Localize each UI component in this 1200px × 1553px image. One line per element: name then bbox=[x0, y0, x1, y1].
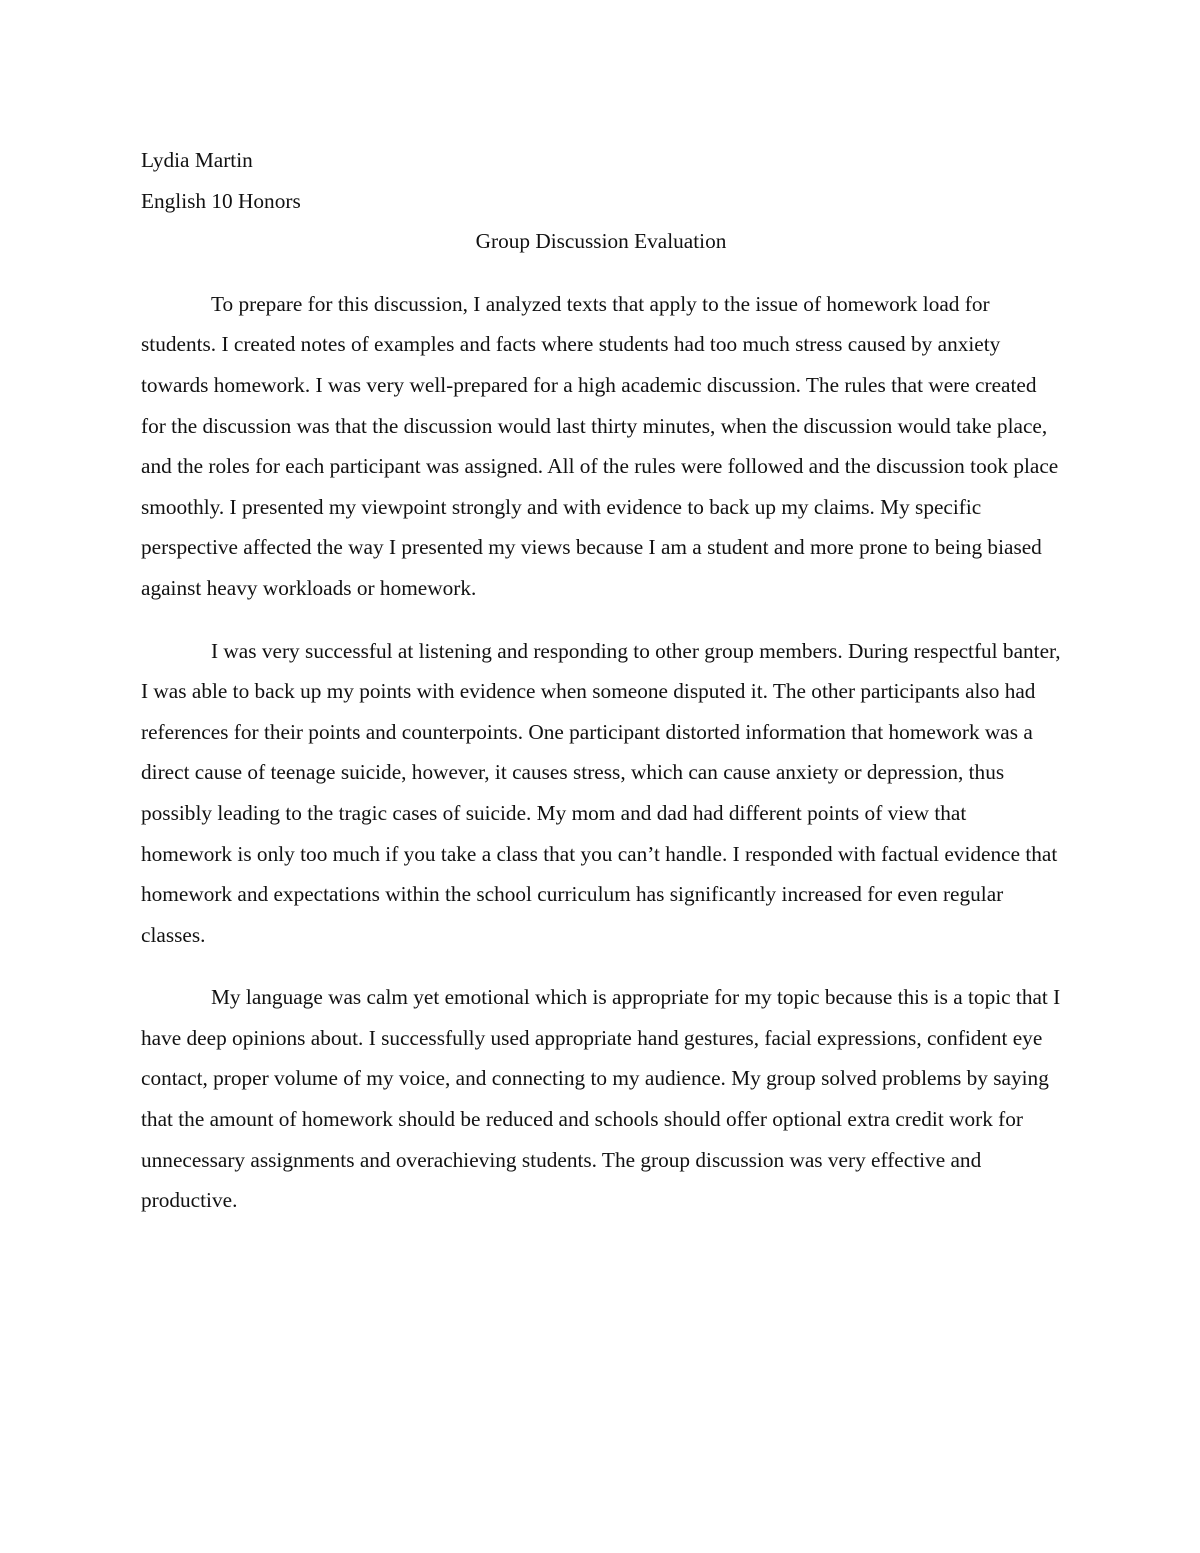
student-name: Lydia Martin bbox=[141, 148, 253, 172]
document-body bbox=[141, 140, 1061, 1221]
paragraph-preparation: To prepare for this discussion, I analyzed texts that apply to the issue of homework load for students. I created notes of examples and facts where students had too much stress caused by anxiety towards homework. I was very well-prepared for a high academic discussion. The rules that were created for the discussion was that the discussion would last thirty minutes, when the discussion would take place, and the roles for each participant was assigned. All of the rules were followed and the discussion took place smoothly. I presented my viewpoint strongly and with evidence to back up my claims. My specific perspective affected the way I presented my views because I am a student and more prone to being biased against heavy workloads or homework. bbox=[141, 291, 1059, 600]
course-name: English 10 Honors bbox=[141, 188, 301, 213]
paragraph-listening: I was very successful at listening and responding to other group members. During respectful banter, I was able to back up my points with evidence when someone disputed it. The other participants also had references for their points and counterpoints. One participant distorted information that homework was a direct cause of teenage suicide, however, it causes stress, which can cause anxiety or depression, thus possibly leading to the tragic cases of suicide. My mom and dad had different points of view that homework is only too much if you take a class that you can’t handle. I responded with factual evidence that homework and expectations within the school curriculum has significantly increased for even regular classes. bbox=[141, 638, 1061, 947]
document-title: Group Discussion Evaluation bbox=[475, 229, 727, 254]
paragraph-language: My language was calm yet emotional which is appropriate for my topic because this is a topic that I have deep opinions about. I successfully used appropriate hand gestures, facial expressions, confident eye contact, proper volume of my voice, and connecting to my audience. My group solved problems by saying that the amount of homework should be reduced and schools should offer optional extra credit work for unnecessary assignments and overachieving students. The group discussion was very effective and productive. bbox=[141, 985, 1061, 1213]
